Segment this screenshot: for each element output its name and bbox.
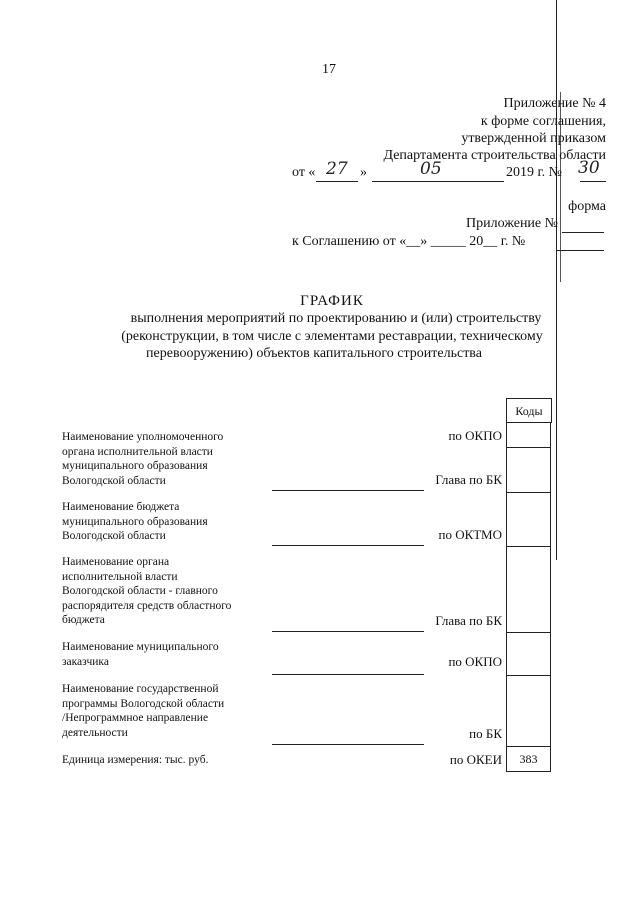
document-title: ГРАФИК <box>300 293 364 309</box>
row-4-name <box>62 640 219 669</box>
row-5-line: программы Вологодской области <box>62 697 225 710</box>
date-day-handwritten: 27 <box>326 159 348 179</box>
row-2-name <box>62 500 208 544</box>
row-4-fill-line <box>272 674 424 675</box>
code-cell-okpo-1 <box>506 422 551 448</box>
document-subtitle-line1: выполнения мероприятий по проектированию и (или) строительству <box>130 311 542 326</box>
row-1-fill-line <box>272 490 424 491</box>
row-1-line: муниципального образования <box>62 460 208 473</box>
row-2-line: муниципального образования <box>62 515 208 528</box>
code-cell-glava-bk-2 <box>506 546 551 633</box>
row-5-line: Наименование государственной <box>62 683 219 695</box>
document-subtitle-line2: (реконструкции, в том числе с элементами реставрации, техническому <box>121 329 543 344</box>
row-4-line: Наименование муниципального <box>62 641 219 653</box>
date-year: 2019 г. № <box>506 165 563 180</box>
row-3-line: Вологодской области - главного <box>62 585 218 598</box>
codes-column-header: Коды <box>506 398 552 423</box>
row-3-fill-line <box>272 631 424 632</box>
form-agreement-underline <box>556 250 604 251</box>
appendix-form-line: к форме соглашения, <box>480 114 606 129</box>
code-cell-glava-bk-1 <box>506 447 551 493</box>
row-5-fill-line <box>272 744 424 745</box>
date-prefix: от « <box>292 165 316 180</box>
row-4-line: заказчика <box>62 655 109 668</box>
row-3-line: исполнительной власти <box>62 570 178 583</box>
document-subtitle-line3: перевооружению) объектов капитального строительства <box>146 346 482 361</box>
appendix-line: Приложение № 4 <box>503 96 606 111</box>
row-1-code-glava-bk: Глава по БК <box>435 472 502 487</box>
date-month-underline <box>372 181 504 182</box>
row-2-line: Наименование бюджета <box>62 501 180 513</box>
row-1-line: Наименование уполномоченного <box>62 431 224 443</box>
row-2-code-oktmo: по ОКТМО <box>438 527 502 542</box>
row-1-code-okpo: по ОКПО <box>448 428 502 443</box>
code-cell-okei: 383 <box>506 746 551 772</box>
date-day-underline <box>316 181 358 182</box>
page-number: 17 <box>322 62 336 77</box>
row-2-line: Вологодской области <box>62 530 166 543</box>
row-3-line: распорядителя средств областного <box>62 599 232 612</box>
row-1-line: органа исполнительной власти <box>62 445 213 458</box>
unit-label: Единица измерения: тыс. руб. <box>62 754 209 766</box>
date-close-quote: » <box>360 165 367 180</box>
row-4-code-okpo: по ОКПО <box>448 654 502 669</box>
code-cell-bk <box>506 675 551 747</box>
row-5-name <box>62 682 224 740</box>
row-3-line: бюджета <box>62 614 105 627</box>
form-appendix: Приложение № <box>466 216 558 231</box>
date-month-handwritten: 05 <box>420 159 442 179</box>
code-cell-oktmo <box>506 492 551 547</box>
code-cell-okpo-2 <box>506 632 551 676</box>
row-2-fill-line <box>272 545 424 546</box>
order-number-handwritten: 30 <box>578 158 600 178</box>
row-5-line: /Непрограммное направление <box>62 712 209 725</box>
form-label: форма <box>568 199 606 214</box>
row-3-line: Наименование органа <box>62 556 170 568</box>
order-number-underline <box>580 181 606 182</box>
unit-code-okei: по ОКЕИ <box>449 752 502 767</box>
scan-edge-line <box>556 0 557 560</box>
row-1-name <box>62 430 223 488</box>
form-appendix-underline <box>562 232 604 233</box>
row-3-code-glava-bk: Глава по БК <box>435 613 502 628</box>
row-5-line: деятельности <box>62 726 128 739</box>
row-5-code-bk: по БК <box>469 726 502 741</box>
appendix-department-line: Департамента строительства области <box>383 148 606 163</box>
row-1-line: Вологодской области <box>62 474 166 487</box>
form-agreement: к Соглашению от «__» _____ 20__ г. № <box>292 234 526 249</box>
appendix-approved-line: утвержденной приказом <box>461 131 606 146</box>
row-3-name <box>62 555 231 628</box>
